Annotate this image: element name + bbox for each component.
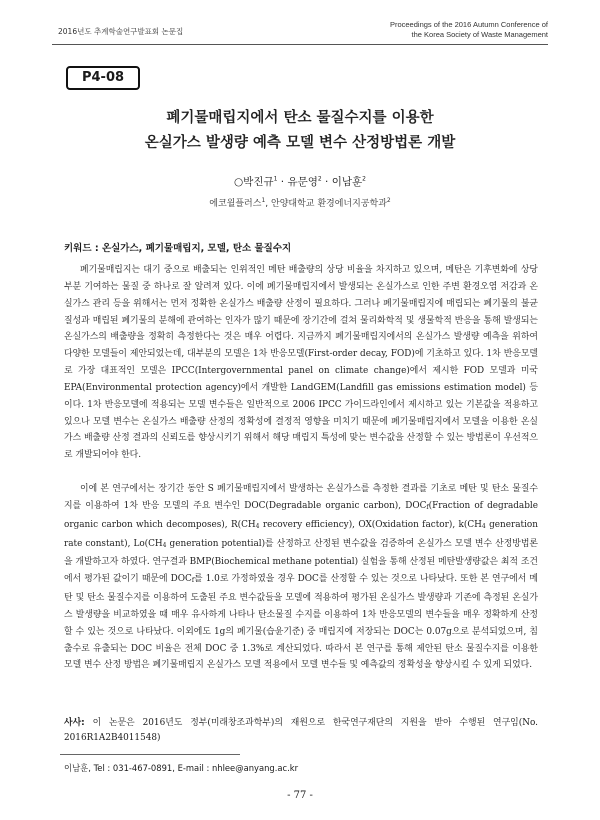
author-separator: · — [277, 176, 288, 188]
paper-title — [60, 106, 540, 156]
header-divider — [52, 44, 548, 45]
p2-text-5: generation potential)를 산정하고 산정된 변수값을 검증하여 온실가스 모델 변수 산정방법론을 개발하고자 하였다. 연구결과 BMP(Biochemical methane potential) 실험을 통해 산정된 메탄발생량값은 최적 조건에서 평가된 값이기 때문에 DOC — [64, 538, 538, 585]
running-header-left: 2016년도 추계학술연구발표회 논문집 — [58, 27, 184, 36]
paragraph-2-text — [64, 481, 538, 674]
author-2-sup: 2 — [317, 175, 322, 183]
author-separator: · — [321, 176, 332, 188]
p2-subscript-4: 4 — [481, 522, 486, 530]
p2-text-2: (Fraction of degradable organic carbon which decomposes), R(CH — [64, 500, 538, 530]
p2-subscript-f: f — [191, 577, 195, 585]
footnote-divider — [60, 754, 240, 755]
abstract-paragraph-2 — [64, 481, 538, 674]
p2-subscript-4: 4 — [255, 522, 260, 530]
author-2: 유문영 — [287, 176, 318, 188]
affiliations: 에코윌플러스$^1$, 안양대학교 환경에너지공학과$^2$ — [209, 197, 391, 209]
paragraph-1-text: 폐기물매립지는 대기 중으로 배출되는 인위적인 메탄 배출량의 상당 비율을 차지하고 있으며, 메탄은 기후변화에 상당부분 기여하는 물질 중 하나로 잘 알려져 있다. 이에 폐기물매립지에서 발생되는 온실가스로 인한 주변 환경오염 저감과 온실가스 관리 등을 위해서는 먼저 정확한 온실가스 배출량 산정이 필요하다. 그러나 폐기물매립지에 매립되는 폐기물의 불균질성과 매립된 폐기물의 분해에 관여하는 인자가 많기 때문에 장기간에 걸쳐 물리화학적 및 생물학적 반응을 통해 발생되는 온실가스의 배출량을 정확히 측정한다는 것은 매우 어렵다. 지금까지 폐기물매립지에서의 온실가스 발생량 예측을 위하여 다양한 모델들이 제안되었는데, 대부분의 모델은 1차 반응모델(First-order decay, FOD)에 기초하고 있다. 1차 반응모델로 가장 대표적인 모델은 IPCC(Intergovernmental panel on climate change)에서 제시한 FOD 모델과 미국 EPA(Environmental protection agency)에서 개발한 LandGEM(Landfill gas emissions estimation model) 등이다. 1차 반응모델에 적용되는 모델 변수들은 일반적으로 2006 IPCC 가이드라인에서 제시하고 있는 기본값을 적용하고 있으나 모델 변수는 온실가스 배출량 산정의 정확성에 결정적 영향을 미치기 때문에 폐기물매립지에서 모델을 이용한 온실가스 배출량 산정 결과의 신뢰도를 향상시키기 위해서 해당 매립지 특성에 맞는 변수값을 산정할 수 있는 방법론이 우선적으로 개발되어야 한다. — [64, 265, 538, 461]
p2-text-6: 를 1.0로 가정하였을 경우 DOC를 산정할 수 있는 것으로 나타났다. 또한 본 연구에서 메탄 및 탄소 물질수지를 이용하여 도출된 주요 변수값들을 모델에 적용하여 평가된 온실가스 발생량과 기존에 측정된 온실가스 발생량을 비교하였을 때 매우 유사하게 나타나 탄소물질 수지를 이용하여 1차 반응모델의 변수들을 매우 정확하게 산정할 수 있는 것으로 나타났다. 이외에도 1g의 폐기물(습윤기준) 중 매립지에 저장되는 DOC는 0.07g으로 분석되었으며, 침출수로 유출되는 DOC 비율은 전체 DOC 중 1.3%로 계산되었다. 따라서 본 연구를 통해 제안된 탄소 물질수지를 이용한 모델 변수 산정 방법은 폐기물매립지 온실가스 모델 적용에서 모델 변수들 및 예측값의 정확성을 향상시킬 수 있게 되었다. — [64, 574, 538, 671]
affiliation-2: 안양대학교 환경에너지공학과 — [271, 199, 387, 209]
affiliation-1: 에코윌플러스 — [209, 199, 262, 209]
p2-text-4: generation rate constant), Lo(CH — [64, 519, 538, 549]
abstract-paragraph-1 — [64, 262, 538, 464]
running-header-right-line2: the Korea Society of Waste Management — [411, 30, 548, 39]
running-header-right-line1: Proceedings of the 2016 Autumn Conference of — [389, 20, 548, 29]
running-header-right — [390, 20, 548, 40]
page-number: - 77 - — [287, 790, 313, 801]
keywords: 키워드 : 온실가스, 폐기물매립지, 모델, 탄소 물질수지 — [64, 243, 292, 254]
acknowledgement-label: 사사: — [64, 718, 85, 728]
title-line-1: 폐기물매립지에서 탄소 물질수지를 이용한 — [166, 110, 434, 126]
affiliation-2-sup: 2 — [386, 197, 391, 204]
p2-text-3: recovery efficiency), OX(Oxidation factor), k(CH — [259, 519, 482, 530]
presenter-mark: ○ — [234, 176, 244, 188]
corresponding-author-footnote: 이남훈, Tel : 031-467-0891, E-mail : nhlee@anyang.ac.kr — [64, 763, 299, 773]
paper-code-badge: P4-08 — [66, 66, 140, 90]
acknowledgement-text: 이 논문은 2016년도 정부(미래창조과학부)의 재원으로 한국연구재단의 지원을 받아 수행된 연구임(No. 2016R1A2B4011548) — [64, 718, 538, 743]
p2-subscript-f: f — [426, 503, 429, 511]
p2-text-1: 이에 본 연구에서는 장기간 동안 S 폐기물매립지에서 발생하는 온실가스를 측정한 결과를 기초로 메탄 및 탄소 물질수지를 이용하여 1차 반응 모델의 주요 변수인 DOC(Degradable organic carbon), DOC — [64, 484, 538, 511]
title-line-2: 온실가스 발생량 예측 모델 변수 산정방법론 개발 — [144, 135, 456, 151]
author-3: 이남훈 — [331, 176, 363, 188]
author-1: 박진규 — [243, 176, 274, 188]
author-3-sup: 2 — [362, 175, 366, 183]
affiliation-1-sup: 1 — [261, 197, 266, 204]
p2-subscript-4: 4 — [162, 541, 167, 549]
author-1-sup: 1 — [273, 175, 278, 183]
author-list — [60, 174, 540, 189]
acknowledgement — [64, 716, 538, 746]
